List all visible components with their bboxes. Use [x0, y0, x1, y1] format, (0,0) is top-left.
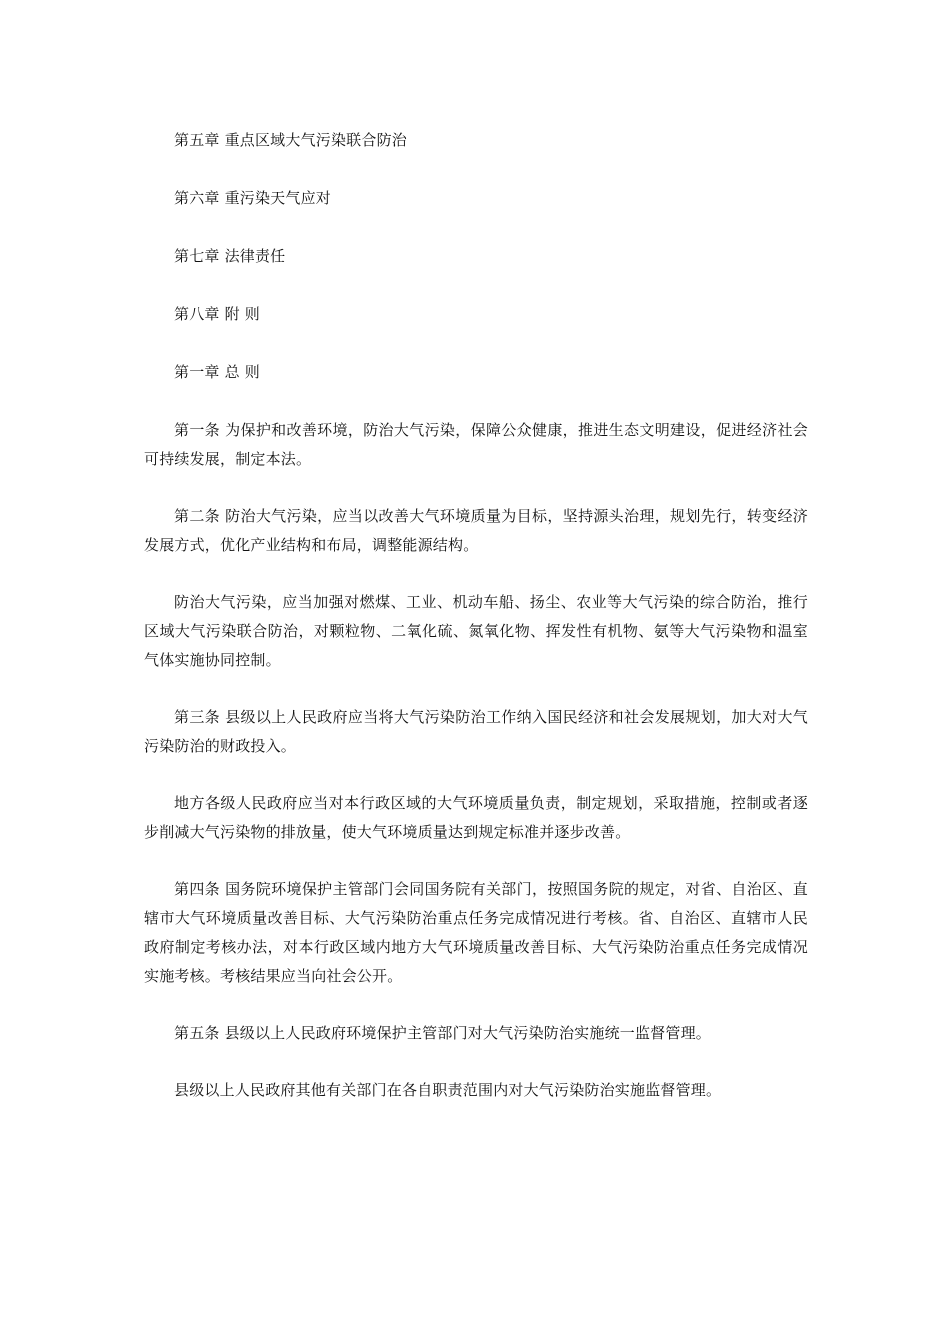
article-5: 第五条 县级以上人民政府环境保护主管部门对大气污染防治实施统一监督管理。 — [174, 1024, 711, 1042]
chapter-heading-6: 第六章 重污染天气应对 — [174, 189, 331, 207]
chapter-heading-7: 第七章 法律责任 — [174, 247, 286, 265]
chapter-heading-5: 第五章 重点区域大气污染联合防治 — [174, 131, 407, 149]
chapter-heading-8: 第八章 附 则 — [174, 305, 260, 323]
article-3-paragraph-2: 地方各级人民政府应当对本行政区域的大气环境质量负责，制定规划，采取措施，控制或者逐步削减大气污染物的排放量，使大气环境质量达到规定标准并逐步改善。 — [144, 794, 808, 841]
article-3: 第三条 县级以上人民政府应当将大气污染防治工作纳入国民经济和社会发展规划，加大对大气污染防治的财政投入。 — [144, 708, 808, 755]
document-body — [144, 126, 808, 1133]
article-2: 第二条 防治大气污染，应当以改善大气环境质量为目标，坚持源头治理，规划先行，转变经济发展方式，优化产业结构和布局，调整能源结构。 — [144, 507, 808, 554]
article-4: 第四条 国务院环境保护主管部门会同国务院有关部门，按照国务院的规定，对省、自治区、直辖市大气环境质量改善目标、大气污染防治重点任务完成情况进行考核。省、自治区、直辖市人民政府制定考核办法，对本行政区域内地方大气环境质量改善目标、大气污染防治重点任务完成情况实施考核。考核结果应当向社会公开。 — [144, 880, 808, 985]
chapter-heading-1: 第一章 总 则 — [174, 363, 260, 381]
article-5-paragraph-2: 县级以上人民政府其他有关部门在各自职责范围内对大气污染防治实施监督管理。 — [174, 1081, 722, 1099]
article-2-paragraph-2: 防治大气污染，应当加强对燃煤、工业、机动车船、扬尘、农业等大气污染的综合防治，推行区域大气污染联合防治，对颗粒物、二氧化硫、氮氧化物、挥发性有机物、氨等大气污染物和温室气体实施协同控制。 — [144, 593, 808, 669]
article-1: 第一条 为保护和改善环境，防治大气污染，保障公众健康，推进生态文明建设，促进经济社会可持续发展，制定本法。 — [144, 421, 808, 468]
